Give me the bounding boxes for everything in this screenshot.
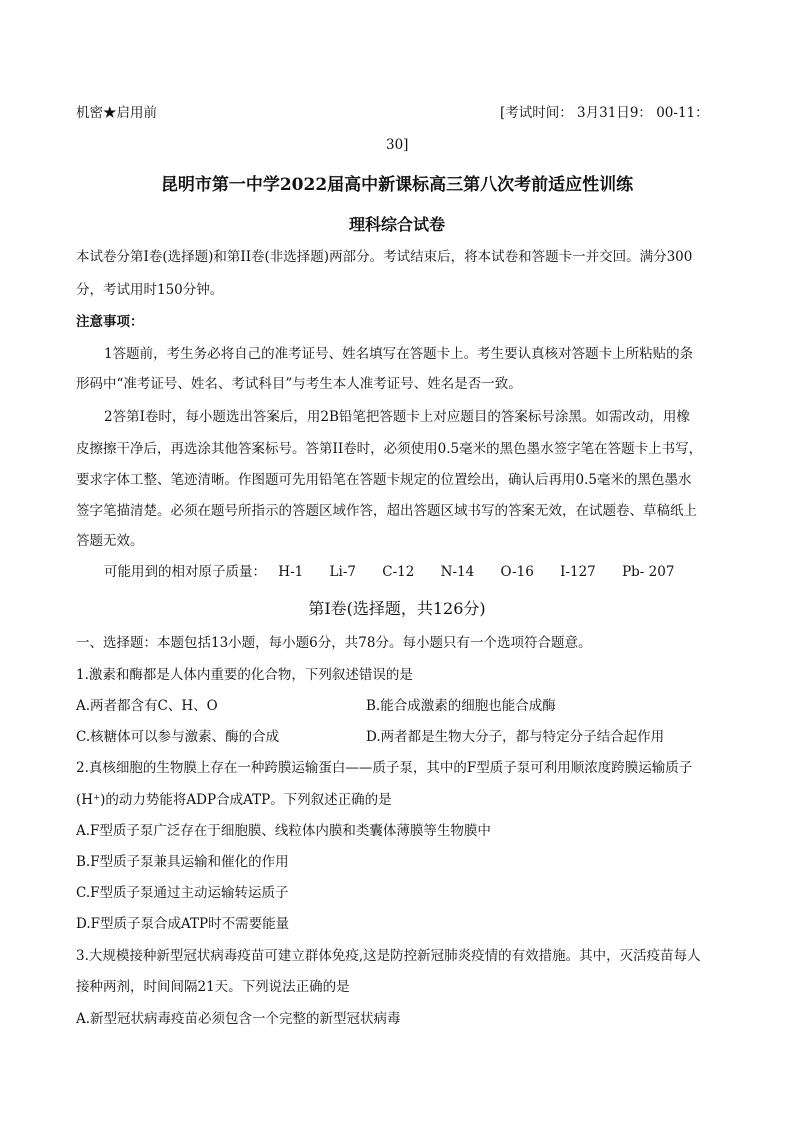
notice-heading: 注意事项：	[76, 314, 144, 330]
atomic-mass-i: I-127	[560, 564, 596, 580]
intro-line-2: 分，考试用时150分钟。	[76, 282, 224, 298]
question-1-option-b: B.能合成激素的细胞也能合成酶	[366, 698, 556, 714]
question-3-option-a: A.新型冠状病毒疫苗必须包含一个完整的新型冠状病毒	[76, 1011, 401, 1027]
question-2-option-c: C.F型质子泵通过主动运输转运质子	[76, 885, 289, 901]
exam-subtitle: 理科综合试卷	[348, 215, 445, 234]
question-1-option-c: C.核糖体可以参与激素、酶的合成	[76, 729, 280, 745]
atomic-mass-c: C-12	[382, 564, 415, 580]
exam-time: [考试时间： 3月31日9： 00-11：	[500, 105, 709, 121]
notice-item-1-line-1: 1答题前，考生务必将自己的准考证号、姓名填写在答题卡上。考生要认真核对答题卡上所粘贴的条	[104, 346, 694, 362]
intro-line-1: 本试卷分第I卷(选择题)和第II卷(非选择题)两部分。考试结束后，将本试卷和答题卡一并交回。满分300	[76, 249, 693, 265]
notice-item-2-line-4: 签字笔描清楚。必须在题号所指示的答题区域作答，超出答题区域书写的答案无效，在试题卷、草稿纸上	[76, 503, 697, 519]
atomic-mass-n: N-14	[440, 564, 475, 580]
atomic-mass-h: H-1	[278, 564, 304, 580]
section-1-instructions: 一、选择题：本题包括13小题，每小题6分，共78分。每小题只有一个选项符合题意。	[76, 635, 592, 651]
question-2-option-a: A.F型质子泵广泛存在于细胞膜、线粒体内膜和类囊体薄膜等生物膜中	[76, 823, 491, 839]
notice-item-2-line-5: 答题无效。	[76, 533, 144, 549]
question-2-option-b: B.F型质子泵兼具运输和催化的作用	[76, 854, 289, 870]
question-3-stem-line-2: 接种两剂，时间间隔21天。下列说法正确的是	[76, 979, 350, 995]
atomic-masses-label: 可能用到的相对原子质量：	[104, 564, 266, 580]
atomic-mass-o: O-16	[500, 564, 534, 580]
question-3-stem-line-1: 3.大规模接种新型冠状病毒疫苗可建立群体免疫,这是防控新冠肺炎疫情的有效措施。其中，灭活疫苗每人	[76, 948, 701, 964]
question-1-option-d: D.两者都是生物大分子，都与特定分子结合起作用	[366, 729, 665, 745]
notice-item-2-line-2: 皮擦擦干净后，再选涂其他答案标号。答第II卷时，必须使用0.5毫米的黑色墨水签字笔在答题卡上书写，	[76, 441, 703, 457]
notice-item-2-line-3: 要求字体工整、笔迹清晰。作图题可先用铅笔在答题卡规定的位置绘出，确认后再用0.5毫米的黑色墨水	[76, 472, 692, 488]
section-1-heading: 第I卷(选择题，共126分)	[308, 599, 486, 618]
notice-item-1-line-2: 形码中“准考证号、姓名、考试科目”与考生本人准考证号、姓名是否一致。	[76, 376, 522, 392]
question-1-stem: 1.激素和酶都是人体内重要的化合物，下列叙述错误的是	[76, 667, 413, 683]
question-2-stem-line-1: 2.真核细胞的生物膜上存在一种跨膜运输蛋白——质子泵，其中的F型质子泵可利用顺浓度跨膜运输质子	[76, 760, 693, 776]
exam-time-continued: 30]	[386, 137, 409, 153]
confidential-label: 机密★启用前	[76, 105, 157, 121]
atomic-mass-li: Li-7	[329, 564, 356, 580]
notice-item-2-line-1: 2答第I卷时，每小题选出答案后，用2B铅笔把答题卡上对应题目的答案标号涂黑。如需改动，用橡	[104, 409, 690, 425]
atomic-masses	[104, 563, 674, 581]
exam-title: 昆明市第一中学2022届高中新课标高三第八次考前适应性训练	[160, 175, 634, 195]
question-2-option-d: D.F型质子泵合成ATP时不需要能量	[76, 916, 290, 932]
question-2-stem-line-2: (H⁺)的动力势能将ADP合成ATP。下列叙述正确的是	[76, 792, 392, 808]
question-1-option-a: A.两者都含有C、H、O	[76, 698, 218, 714]
atomic-mass-pb: Pb- 207	[622, 564, 675, 580]
